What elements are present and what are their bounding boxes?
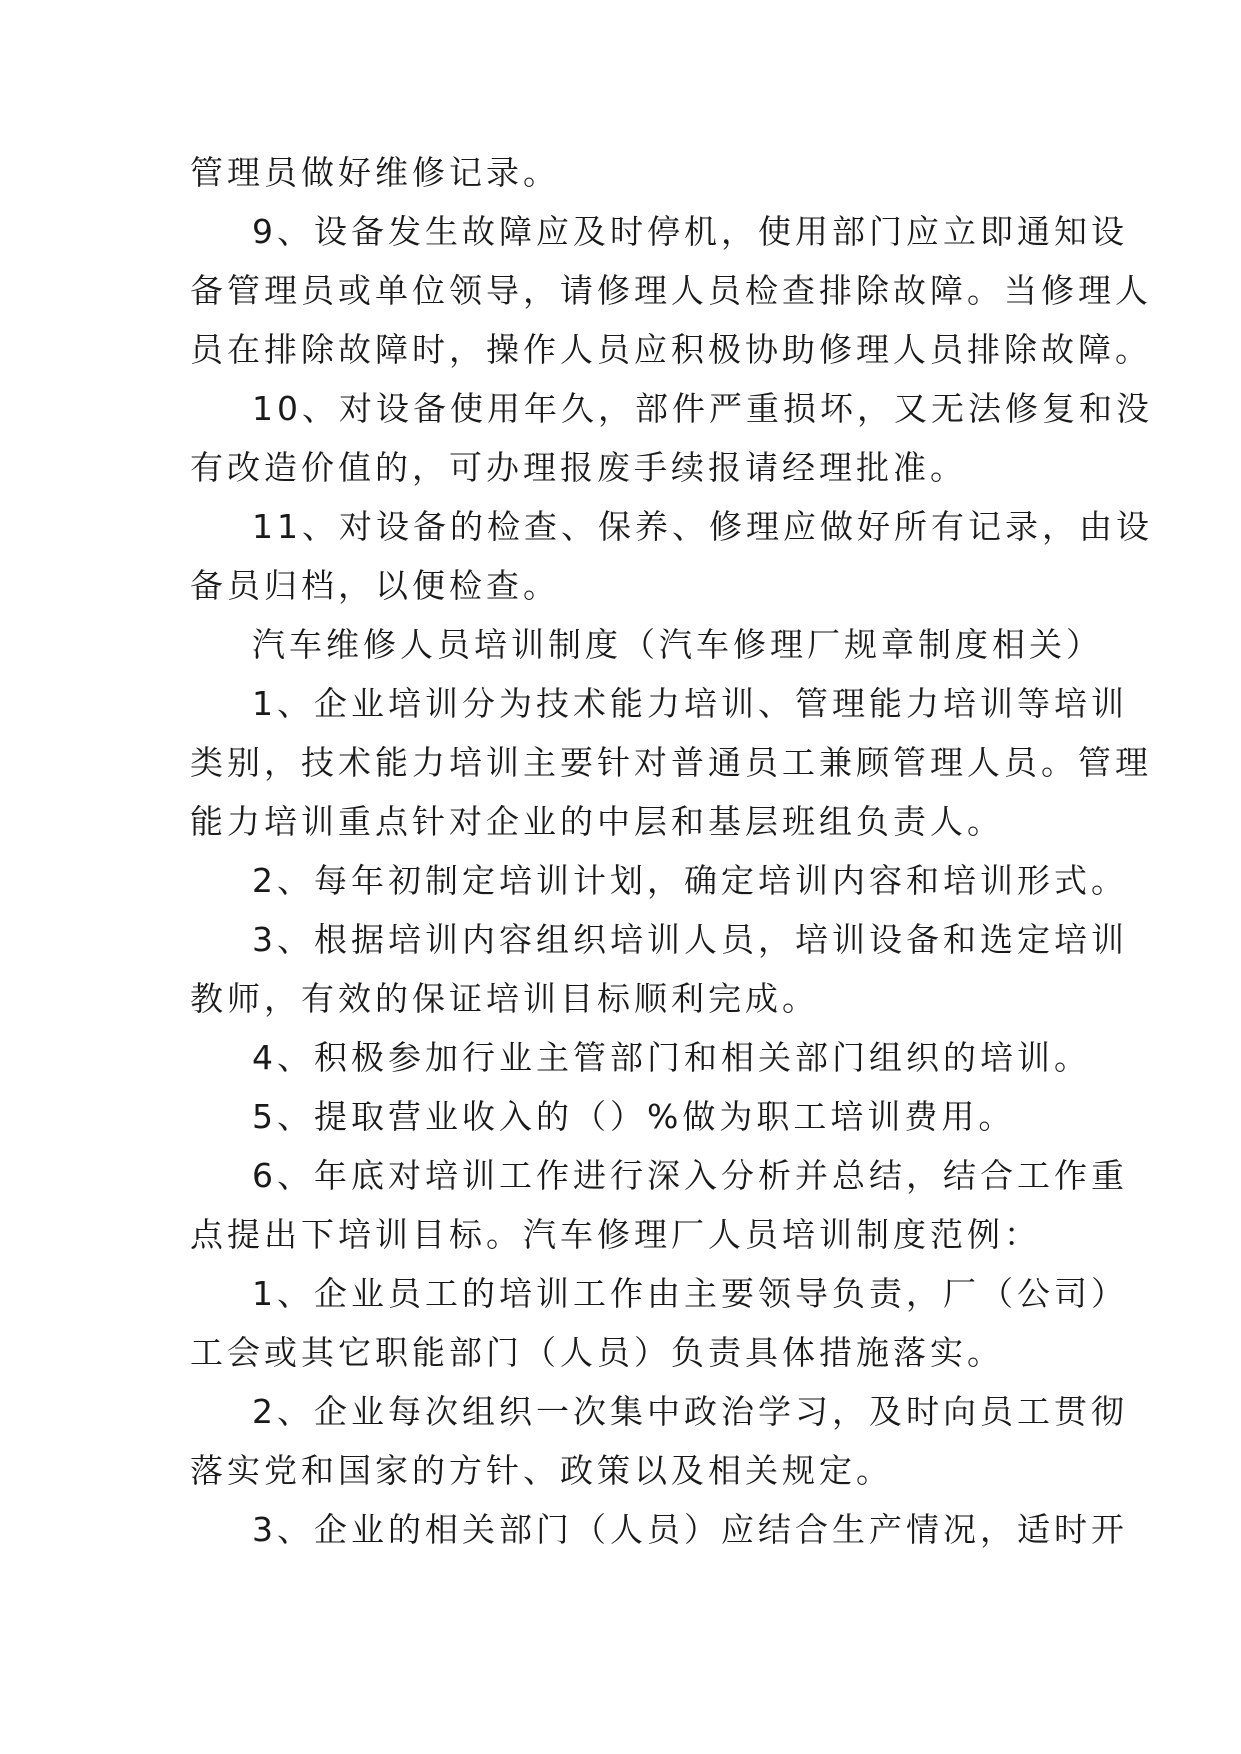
text-line: 工会或其它职能部门（人员）负责具体措施落实。	[190, 1333, 1004, 1372]
training-item-4: 4、积极参加行业主管部门和相关部门组织的培训。	[252, 1038, 1091, 1077]
text-line: 备管理员或单位领导，请修理人员检查排除故障。当修理人	[190, 271, 1152, 310]
text-line: 员在排除故障时，操作人员应积极协助修理人员排除故障。	[190, 330, 1152, 369]
text-line: 落实党和国家的方针、政策以及相关规定。	[190, 1451, 893, 1490]
training-item-5: 5、提取营业收入的（）%做为职工培训费用。	[252, 1097, 1016, 1136]
paragraph-10-start: 10、对设备使用年久，部件严重损坏，又无法修复和没	[252, 389, 1153, 428]
example-item-3-start: 3、企业的相关部门（人员）应结合生产情况，适时开	[252, 1510, 1128, 1549]
paragraph-9-start: 9、设备发生故障应及时停机，使用部门应立即通知设	[252, 212, 1128, 251]
training-item-6-start: 6、年底对培训工作进行深入分析并总结，结合工作重	[252, 1156, 1128, 1195]
training-item-3-start: 3、根据培训内容组织培训人员，培训设备和选定培训	[252, 920, 1128, 959]
section-heading: 汽车维修人员培训制度（汽车修理厂规章制度相关）	[252, 625, 1103, 664]
training-item-2: 2、每年初制定培训计划，确定培训内容和培训形式。	[252, 861, 1128, 900]
example-item-2-start: 2、企业每次组织一次集中政治学习，及时向员工贯彻	[252, 1392, 1128, 1431]
example-item-1-start: 1、企业员工的培训工作由主要领导负责，厂（公司）	[252, 1274, 1128, 1313]
text-line: 点提出下培训目标。汽车修理厂人员培训制度范例：	[190, 1215, 1041, 1254]
training-item-1-start: 1、企业培训分为技术能力培训、管理能力培训等培训	[252, 684, 1128, 723]
text-line: 管理员做好维修记录。	[190, 153, 560, 192]
text-line: 有改造价值的，可办理报废手续报请经理批准。	[190, 448, 967, 487]
text-line: 类别，技术能力培训主要针对普通员工兼顾管理人员。管理	[190, 743, 1152, 782]
text-line: 教师，有效的保证培训目标顺利完成。	[190, 979, 819, 1018]
paragraph-11-start: 11、对设备的检查、保养、修理应做好所有记录，由设	[252, 507, 1153, 546]
text-line: 能力培训重点针对企业的中层和基层班组负责人。	[190, 802, 1004, 841]
text-line: 备员归档，以便检查。	[190, 566, 560, 605]
